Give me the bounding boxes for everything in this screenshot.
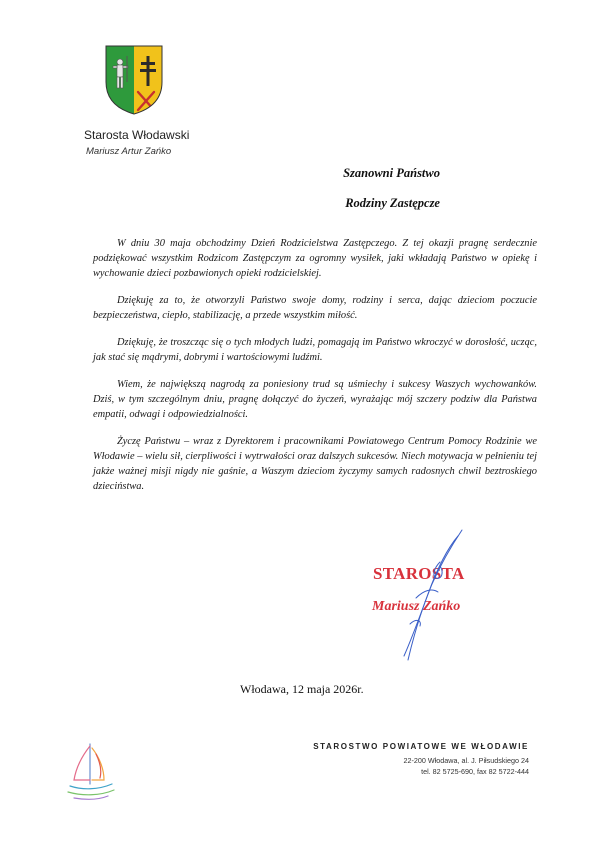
sailboat-logo-icon: [60, 740, 120, 800]
salutation-line-1: Szanowni Państwo: [343, 166, 440, 180]
stamp-title: STAROSTA: [373, 564, 465, 583]
paragraph: W dniu 30 maja obchodzimy Dzień Rodzicielstwa Zastępczego. Z tej okazji pragnę serdecznie podziękować wszystkim Rodzicom Zastępczym za ogromny wysiłek, jaki wkładają Państwo w opiekę i wychowanie dzieci pozbawionych opieki rodzicielskiej.: [93, 238, 537, 279]
footer-contact: tel. 82 5725-690, fax 82 5722-444: [421, 767, 529, 776]
footer-address: 22-200 Włodawa, al. J. Piłsudskiego 24: [403, 756, 529, 765]
coat-of-arms-icon: [104, 44, 164, 116]
place-and-date: Włodawa, 12 maja 2026r.: [240, 682, 364, 696]
stamp-name: Mariusz Zańko: [372, 599, 461, 614]
salutation-line-2: Rodziny Zastępcze: [345, 196, 440, 210]
footer-address-block: [313, 742, 529, 777]
paragraph: Życzę Państwu – wraz z Dyrektorem i pracownikami Powiatowego Centrum Pomocy Rodzinie we Włodawie – wielu sił, cierpliwości i wytrwałości oraz dalszych sukcesów. Niech motywacja w pełnieniu tej jakże ważnej misji nigdy nie gaśnie, a Waszym dzieciom życzymy samych radosnych chwil beztroskiego dzieciństwa.: [93, 436, 537, 492]
paragraph: Dziękuję za to, że otworzyli Państwo swoje domy, rodziny i serca, dając dzieciom poczucie bezpieczeństwa, ciepło, stabilizację, a przede wszystkim miłość.: [93, 295, 537, 321]
sender-name: Mariusz Artur Zańko: [86, 146, 172, 157]
sender-title: Starosta Włodawski: [84, 128, 190, 142]
handwritten-signature: [380, 528, 470, 662]
paragraph: Dziękuję, że troszcząc się o tych młodych ludzi, pomagają im Państwo wkroczyć w dorosłość, ucząc, jak stać się mądrymi, dobrymi i wartościowymi ludźmi.: [93, 337, 537, 363]
footer-organization: STAROSTWO POWIATOWE WE WŁODAWIE: [313, 742, 529, 751]
paragraph: Wiem, że największą nagrodą za poniesiony trud są uśmiechy i sukcesy Waszych wychowanków. Dziś, w tym szczególnym dniu, pragnę dołączyć do życzeń, wyrażając mój szczery podziw dla Państwa empatii, odwagi i odpowiedzialności.: [93, 379, 537, 420]
letter-body: [93, 236, 537, 506]
